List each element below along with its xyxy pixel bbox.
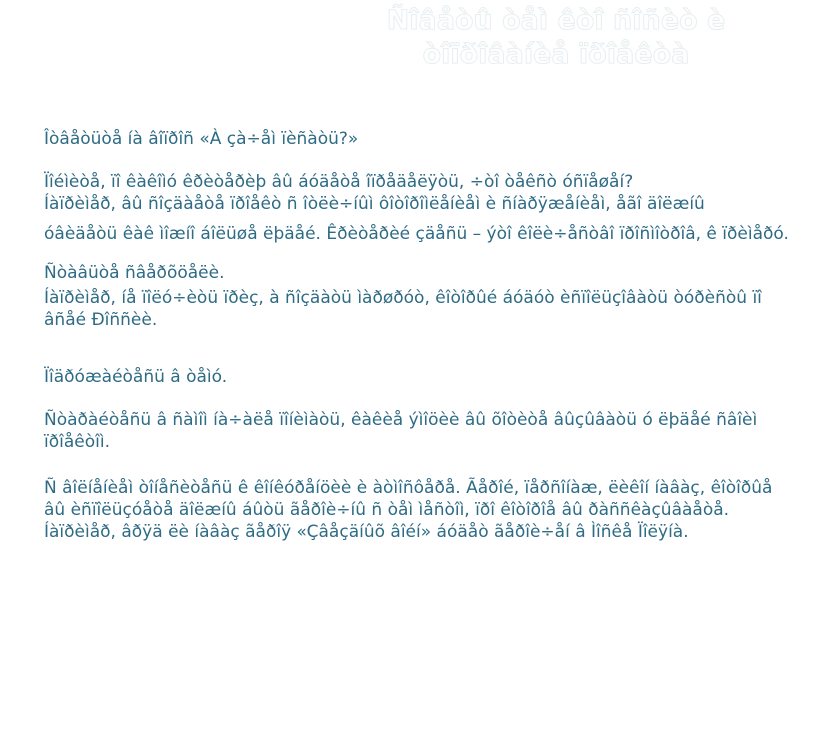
- topic-heading: Îòâåòüòå íà âîïðîñ «À çà÷åì ïèñàòü?»: [44, 129, 359, 149]
- page-title-line-1: Ñîâåòû òåì êòî ñîñèò è: [386, 5, 726, 36]
- question-paragraph: Ïîéìèòå, ïî êàêîìó êðèòåðèþ âû áóäåòå îïðåäåëÿòü, ÷òî òåêñò óñïåøåí?: [44, 172, 634, 192]
- article-body: [44, 128, 799, 543]
- explanation-line-2: óâèäåòü êàê ìîæíî áîëüøå ëþäåé. Êðèòåðèé çäåñü – ýòî êîëè÷åñòâî ïðîñìîòðîâ, ê ïðèìåðó.: [44, 224, 789, 244]
- collaborate-heading: Ïîäðóæàéòåñü â òåìó.: [44, 367, 228, 387]
- capture-paragraph: Íàïðèìåð, íå ïîëó÷èòü ïðèç, à ñîçäàòü ìàðøðóò, êîòîðûé áóäóò èñïîëüçîâàòü òóðèñòû ïî âñåé Ðîññèè.: [44, 288, 762, 330]
- capture-heading: Ñòàâüòå ñâåðõöåëè.: [44, 263, 225, 283]
- explanation-paragraph: [44, 193, 799, 245]
- page-title: [0, 4, 816, 72]
- begin-paragraph: Ñ âîëíåíèåì òîíåñèòåñü ê êîíêóðåíöèè è àòìîñôåðå. Ãåðîé, ïåðñîíàæ, ëèêîí íàâàç, êîòîðûå âû èñïîëüçóåòå äîëæíû áûòü ãåðîè÷íû ñ òåì ìåñòîì, ïðî êîòîðîå âû ðàññêàçûâàåòå. Íàïðèìåð, âðÿä ëè íàâàç ãåðîÿ «Çâåçäíûõ âîéí» áóäåò ãåðîè÷åí â Ìîñêå Ïîëÿíà.: [44, 478, 773, 542]
- speak-paragraph: Ñòàðàéòåñü â ñàìîì íà÷àëå ïîíèìàòü, êàêèå ýìîöèè âû õîòèòå âûçûâàòü ó ëþäåé ñâîèì ïðîåêòîì.: [44, 410, 758, 452]
- page-title-line-2: òîïðîâàíèå ïðîåêòà: [422, 39, 690, 70]
- explanation-line-1: Íàïðèìåð, âû ñîçäàåòå ïðîåêò ñ îòëè÷íûì ôîòîðîìëåíèåì è ñíàðÿæåíèåì, åãî äîëæíû: [44, 194, 705, 214]
